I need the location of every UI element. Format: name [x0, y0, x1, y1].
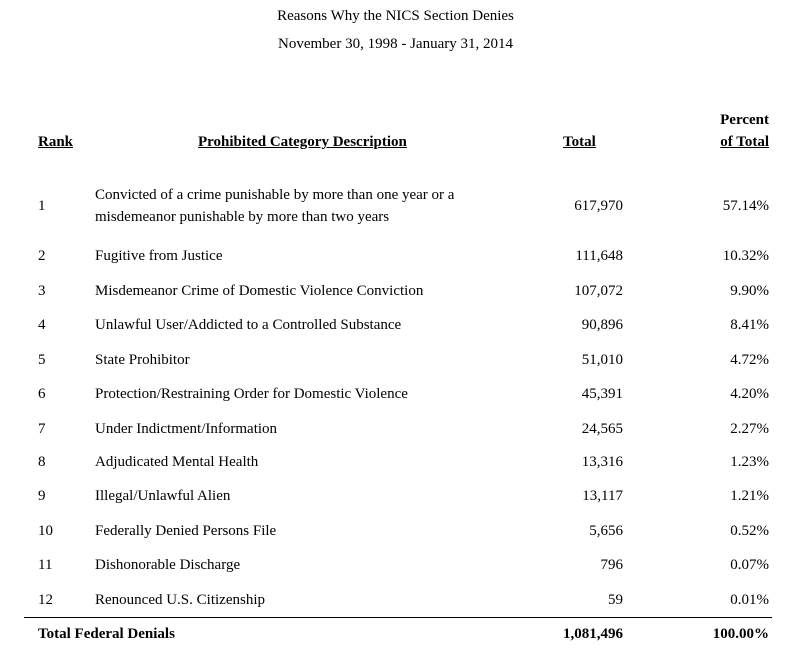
- grand-total-percent: 100.00%: [712, 626, 769, 642]
- row-description: Convicted of a crime punishable by more than one year or a misdemeanor punishable by more than two years: [95, 187, 455, 225]
- row-rank: 5: [38, 352, 46, 368]
- total-label: Total Federal Denials: [38, 626, 175, 642]
- row-percent: 0.07%: [730, 557, 769, 573]
- header-percent-line2: of Total: [720, 134, 769, 150]
- row-percent: 57.14%: [722, 198, 769, 214]
- row-rank: 9: [38, 488, 46, 504]
- report-date-range: November 30, 1998 - January 31, 2014: [278, 36, 513, 52]
- row-rank: 11: [38, 557, 53, 573]
- row-percent: 1.23%: [730, 454, 769, 470]
- header-rank: Rank: [38, 134, 74, 150]
- row-total: 107,072: [574, 283, 623, 299]
- row-rank: 1: [38, 198, 46, 214]
- row-rank: 6: [38, 386, 46, 402]
- row-total: 45,391: [581, 386, 623, 402]
- header-percent-line1: Percent: [720, 112, 769, 128]
- grand-total: 1,081,496: [563, 626, 623, 642]
- row-description: Fugitive from Justice: [95, 248, 223, 264]
- row-percent: 0.52%: [730, 523, 769, 539]
- row-total: 13,117: [582, 488, 623, 504]
- row-percent: 2.27%: [730, 421, 769, 437]
- row-total: 111,648: [575, 248, 623, 264]
- row-description: Dishonorable Discharge: [95, 557, 241, 573]
- row-total: 13,316: [581, 454, 623, 470]
- row-percent: 1.21%: [730, 488, 769, 504]
- header-total: Total: [563, 134, 596, 150]
- row-description: Renounced U.S. Citizenship: [95, 592, 265, 608]
- row-total: 51,010: [581, 352, 623, 368]
- row-description: Federally Denied Persons File: [95, 523, 277, 539]
- row-rank: 10: [38, 523, 53, 539]
- row-rank: 7: [38, 421, 46, 437]
- row-rank: 4: [38, 317, 46, 333]
- row-percent: 8.41%: [730, 317, 769, 333]
- row-total: 24,565: [581, 421, 623, 437]
- header-description: Prohibited Category Description: [198, 134, 407, 150]
- row-total: 796: [600, 557, 623, 573]
- row-description: Unlawful User/Addicted to a Controlled Substance: [95, 317, 402, 333]
- row-total: 5,656: [589, 523, 623, 539]
- row-rank: 12: [38, 592, 53, 608]
- row-total: 90,896: [581, 317, 623, 333]
- row-description: State Prohibitor: [95, 352, 190, 368]
- row-percent: 0.01%: [730, 592, 769, 608]
- row-description: Protection/Restraining Order for Domestic Violence: [95, 386, 408, 402]
- total-divider: [24, 617, 772, 618]
- row-total: 617,970: [574, 198, 623, 214]
- row-rank: 8: [38, 454, 46, 470]
- row-percent: 10.32%: [722, 248, 769, 264]
- row-description: Under Indictment/Information: [95, 421, 278, 437]
- row-rank: 3: [38, 283, 46, 299]
- row-percent: 4.20%: [730, 386, 769, 402]
- row-description: Adjudicated Mental Health: [95, 454, 259, 470]
- row-percent: 9.90%: [730, 283, 769, 299]
- row-description: Illegal/Unlawful Alien: [95, 488, 231, 504]
- row-rank: 2: [38, 248, 46, 264]
- report-title: Reasons Why the NICS Section Denies: [277, 8, 514, 24]
- row-description: Misdemeanor Crime of Domestic Violence Conviction: [95, 283, 424, 299]
- row-percent: 4.72%: [730, 352, 769, 368]
- row-total: 59: [608, 592, 623, 608]
